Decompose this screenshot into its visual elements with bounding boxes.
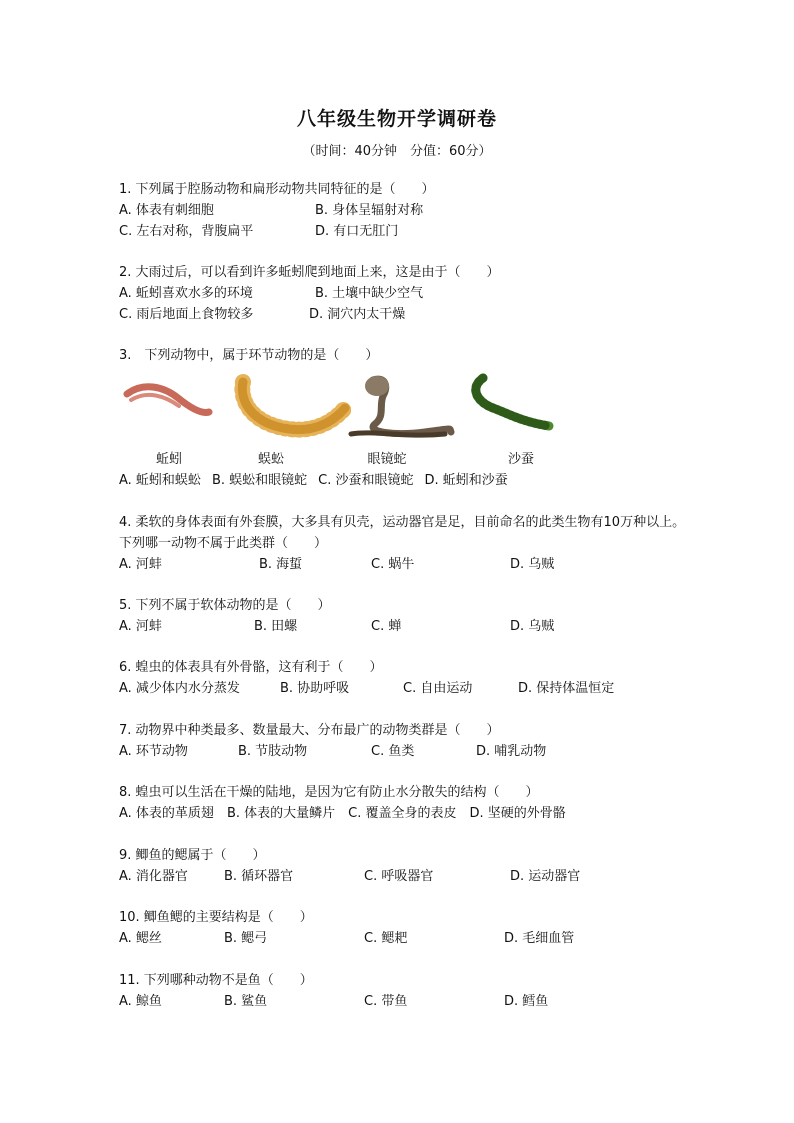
option-d[interactable]: D. 乌贼 (510, 557, 555, 572)
earthworm-image (123, 372, 213, 432)
centipede-image (233, 372, 351, 442)
option-c[interactable]: C. 覆盖全身的表皮 (348, 806, 457, 821)
question-stem: 1. 下列属于腔肠动物和扁形动物共同特征的是（ ） (119, 182, 435, 197)
question-5 (119, 595, 689, 637)
option-d[interactable]: D. 坚硬的外骨骼 (469, 806, 566, 821)
question-4 (119, 512, 689, 575)
option-b[interactable]: B. 海蜇 (259, 557, 303, 572)
question-stem: 5. 下列不属于软体动物的是（ ） (119, 598, 331, 613)
cobra-image (345, 372, 455, 442)
option-a[interactable]: A. 河蚌 (119, 619, 162, 634)
option-a[interactable]: A. 消化器官 (119, 869, 188, 884)
question-10 (119, 907, 689, 949)
option-a[interactable]: A. 体表有刺细胞 (119, 203, 214, 218)
option-a[interactable]: A. 环节动物 (119, 744, 188, 759)
question-2 (119, 262, 689, 325)
option-c[interactable]: C. 自由运动 (403, 681, 473, 696)
option-a[interactable]: A. 蚯蚓喜欢水多的环境 (119, 286, 253, 301)
question-1 (119, 179, 689, 242)
option-c[interactable]: C. 带鱼 (364, 994, 408, 1009)
figure-caption-centipede: 蜈蚣 (257, 452, 284, 467)
option-d[interactable]: D. 洞穴内太干燥 (309, 307, 406, 322)
option-c[interactable]: C. 鱼类 (371, 744, 415, 759)
option-b[interactable]: B. 节肢动物 (238, 744, 308, 759)
option-b[interactable]: B. 蜈蚣和眼镜蛇 (211, 473, 308, 488)
question-stem: 9. 鲫鱼的鳃属于（ ） (119, 848, 266, 863)
animal-figures (119, 372, 559, 467)
option-b[interactable]: B. 田螺 (254, 619, 298, 634)
option-d[interactable]: D. 有口无肛门 (315, 224, 399, 239)
question-6 (119, 657, 689, 699)
figure-caption-clamworm: 沙蚕 (507, 452, 534, 467)
question-stem: 3. 下列动物中，属于环节动物的是（ ） (119, 348, 379, 363)
option-d[interactable]: D. 鳕鱼 (504, 994, 549, 1009)
question-stem: 8. 蝗虫可以生活在干燥的陆地，是因为它有防止水分散失的结构（ ） (119, 785, 539, 800)
option-d[interactable]: D. 乌贼 (510, 619, 555, 634)
question-9 (119, 845, 689, 887)
page-subtitle: （时间：40分钟 分值：60分） (302, 144, 492, 159)
question-stem: 10. 鲫鱼鳃的主要结构是（ ） (119, 910, 313, 925)
option-a[interactable]: A. 减少体内水分蒸发 (119, 681, 240, 696)
question-8 (119, 782, 689, 824)
option-d[interactable]: D. 哺乳动物 (476, 744, 547, 759)
question-stem: 6. 蝗虫的体表具有外骨骼，这有利于（ ） (119, 660, 383, 675)
clamworm-image (463, 372, 555, 442)
option-a[interactable]: A. 鲸鱼 (119, 994, 162, 1009)
option-b[interactable]: B. 协助呼吸 (280, 681, 350, 696)
option-d[interactable]: D. 运动器官 (510, 869, 581, 884)
question-stem: 4. 柔软的身体表面有外套膜，大多具有贝壳，运动器官是足，目前命名的此类生物有10万种以上。下列哪一动物不属于此类群（ ） (119, 515, 686, 551)
question-3 (119, 345, 689, 366)
option-b[interactable]: B. 鲨鱼 (224, 994, 268, 1009)
option-c[interactable]: C. 蝉 (371, 619, 402, 634)
option-d[interactable]: D. 保持体温恒定 (518, 681, 615, 696)
option-c[interactable]: C. 雨后地面上食物较多 (119, 307, 254, 322)
option-b[interactable]: B. 循环器官 (224, 869, 294, 884)
option-c[interactable]: C. 左右对称，背腹扁平 (119, 224, 254, 239)
option-a[interactable]: A. 鳃丝 (119, 931, 162, 946)
option-a[interactable]: A. 体表的革质翅 (119, 806, 214, 821)
option-c[interactable]: C. 蜗牛 (371, 557, 415, 572)
option-a[interactable]: A. 河蚌 (119, 557, 162, 572)
option-a[interactable]: A. 蚯蚓和蜈蚣 (119, 473, 201, 488)
option-c[interactable]: C. 鳃耙 (364, 931, 408, 946)
option-c[interactable]: C. 呼吸器官 (364, 869, 434, 884)
option-b[interactable]: B. 身体呈辐射对称 (315, 203, 424, 218)
question-3-options (119, 470, 689, 491)
option-b[interactable]: B. 土壤中缺少空气 (315, 286, 424, 301)
page-title: 八年级生物开学调研卷 (296, 108, 497, 130)
question-stem: 2. 大雨过后，可以看到许多蚯蚓爬到地面上来，这是由于（ ） (119, 265, 500, 280)
question-7 (119, 720, 689, 762)
option-c[interactable]: C. 沙蚕和眼镜蛇 (318, 473, 414, 488)
option-d[interactable]: D. 蚯蚓和沙蚕 (424, 473, 508, 488)
question-stem: 11. 下列哪种动物不是鱼（ ） (119, 973, 313, 988)
option-d[interactable]: D. 毛细血管 (504, 931, 575, 946)
question-11 (119, 970, 689, 1012)
figure-caption-earthworm: 蚯蚓 (155, 452, 182, 467)
figure-caption-cobra: 眼镜蛇 (367, 452, 407, 467)
question-stem: 7. 动物界中种类最多、数量最大、分布最广的动物类群是（ ） (119, 723, 500, 738)
option-b[interactable]: B. 鳃弓 (224, 931, 268, 946)
option-b[interactable]: B. 体表的大量鳞片 (226, 806, 336, 821)
